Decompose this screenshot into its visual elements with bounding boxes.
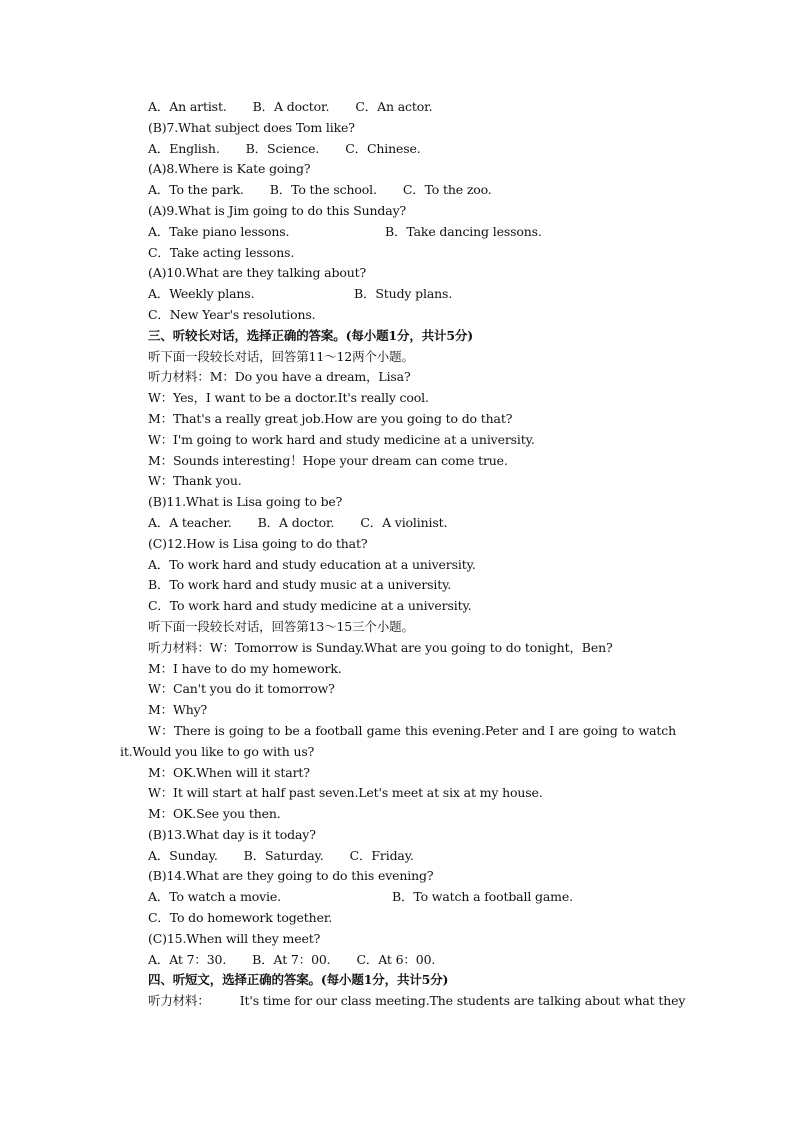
answer-option: B．Saturday.	[243, 847, 324, 863]
answer-options-line	[120, 139, 676, 160]
answer-options-line	[120, 950, 676, 971]
answer-option: A．An artist.	[148, 99, 227, 114]
answer-options-line	[120, 887, 676, 908]
section-heading: 四、听短文，选择正确的答案。(每小题1分，共计5分)	[148, 972, 449, 988]
text-line: M：That's a really great job.How are you going to do that?	[148, 410, 513, 426]
answer-option: C．A violinist.	[360, 514, 448, 530]
text-line: C．Take acting lessons.	[148, 244, 295, 260]
text-line: (B)11.What is Lisa going to be?	[148, 494, 343, 510]
text-line: M：Why?	[148, 702, 208, 718]
answer-option: A．At 7：30.	[148, 951, 227, 967]
document-content	[120, 97, 686, 1012]
material-label: 听力材料：	[148, 993, 210, 1009]
answer-option: A．Take piano lessons.	[148, 223, 290, 239]
text-line: C．To work hard and study medicine at a university.	[148, 598, 472, 614]
answer-option: C．Friday.	[349, 847, 414, 863]
answer-options-line	[120, 284, 676, 305]
text-line: (B)14.What are they going to do this evening?	[148, 868, 434, 884]
text-line: 听下面一段较长对话，回答第13～15三个小题。	[148, 618, 414, 634]
answer-options-line	[120, 846, 676, 867]
text-line: B．To work hard and study music at a university.	[148, 577, 452, 593]
text-line: M：Sounds interesting！Hope your dream can come true.	[148, 452, 508, 468]
answer-options-line	[120, 513, 676, 534]
answer-option: B．Science.	[245, 140, 320, 156]
answer-option: A．A teacher.	[148, 514, 232, 530]
answer-option: A．To the park.	[148, 182, 244, 198]
dialogue-line: W：There is going to be a football game this evening.Peter and I are going to watch	[148, 722, 676, 738]
answer-option: B．A doctor.	[257, 514, 335, 530]
text-line: M：OK.See you then.	[148, 806, 281, 822]
answer-option: B．Study plans.	[354, 286, 453, 302]
answer-option: A．English.	[148, 140, 220, 156]
text-line: 听下面一段较长对话，回答第11～12两个小题。	[148, 348, 414, 364]
answer-option: C．An actor.	[355, 99, 433, 114]
text-line: C．To do homework together.	[148, 910, 333, 926]
answer-option: B．To the school.	[269, 182, 377, 198]
answer-option: A．Weekly plans.	[148, 286, 255, 302]
answer-option: B．A doctor.	[252, 99, 330, 114]
text-line: (A)8.Where is Kate going?	[148, 161, 311, 177]
text-line: (B)7.What subject does Tom like?	[148, 119, 355, 135]
answer-option: B．At 7：00.	[252, 951, 331, 967]
text-line: M：I have to do my homework.	[148, 660, 342, 676]
section-heading: 三、听较长对话，选择正确的答案。(每小题1分，共计5分)	[148, 327, 474, 343]
answer-options-line	[120, 180, 676, 201]
text-line: (A)10.What are they talking about?	[148, 265, 367, 281]
text-line: (B)13.What day is it today?	[148, 826, 316, 842]
text-line: M：OK.When will it start?	[148, 764, 310, 780]
dialogue-line-continued: it.Would you like to go with us?	[120, 743, 315, 759]
answer-options-line	[120, 97, 676, 118]
text-line: W：Thank you.	[148, 473, 242, 489]
text-line: W：It will start at half past seven.Let's meet at six at my house.	[148, 785, 543, 801]
text-line: W：Can't you do it tomorrow?	[148, 681, 335, 697]
answer-options-line	[120, 222, 676, 243]
material-line	[120, 991, 686, 1012]
text-line: 听力材料：M：Do you have a dream，Lisa?	[148, 369, 411, 385]
text-line: A．To work hard and study education at a university.	[148, 556, 476, 572]
answer-option: A．Sunday.	[148, 847, 218, 863]
text-line: (C)15.When will they meet?	[148, 930, 321, 946]
text-line: W：I'm going to work hard and study medicine at a university.	[148, 431, 535, 447]
answer-option: C．At 6：00.	[356, 951, 436, 967]
answer-option: C．To the zoo.	[402, 182, 492, 198]
answer-option: B．Take dancing lessons.	[385, 223, 542, 239]
material-text: It's time for our class meeting.The students are talking about what they	[239, 993, 686, 1009]
answer-option: C．Chinese.	[345, 140, 421, 156]
text-line: W：Yes，I want to be a doctor.It's really cool.	[148, 390, 429, 406]
text-line: (C)12.How is Lisa going to do that?	[148, 535, 368, 551]
answer-option: A．To watch a movie.	[148, 889, 281, 905]
text-line: C．New Year's resolutions.	[148, 306, 316, 322]
text-line: (A)9.What is Jim going to do this Sunday?	[148, 202, 407, 218]
text-line: 听力材料：W：Tomorrow is Sunday.What are you going to do tonight，Ben?	[148, 639, 613, 655]
answer-option: B．To watch a football game.	[392, 889, 573, 905]
